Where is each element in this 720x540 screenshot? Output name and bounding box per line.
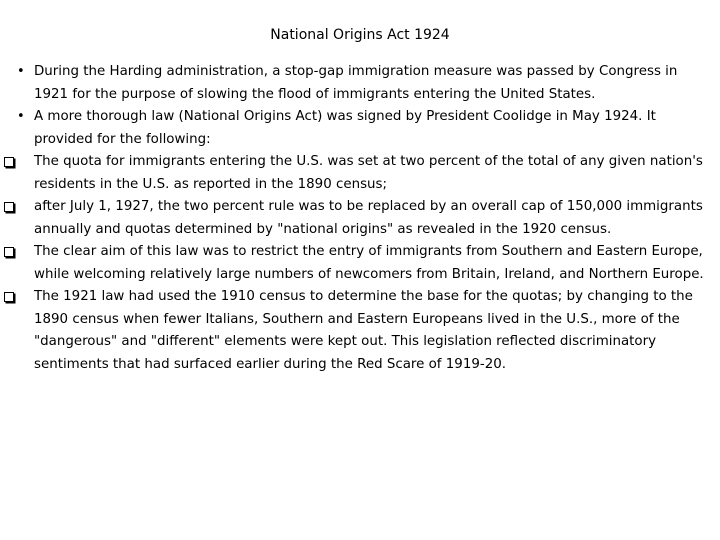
- list-item: [0, 61, 720, 106]
- bullet-list: [0, 61, 720, 376]
- list-item-text: The 1921 law had used the 1910 census to determine the base for the quotas; by changing to the 1890 census when fewer Italians, Southern and Eastern Europeans lived in the U.S., more of the "dangerous" and "different" elements were kept out. This legislation reflected discriminatory sentiments that had surfaced earlier during the Red Scare of 1919-20.: [34, 289, 693, 372]
- list-item-text: During the Harding administration, a stop-gap immigration measure was passed by Congress in 1921 for the purpose of slowing the flood of immigrants entering the United States.: [34, 64, 678, 102]
- list-item-text: after July 1, 1927, the two percent rule was to be replaced by an overall cap of 150,000 immigrants annually and quotas determined by "national origins" as revealed in the 1920 census.: [34, 199, 703, 237]
- checkbox-bullet-icon: [4, 157, 14, 167]
- list-item: [0, 151, 720, 196]
- list-item-text: A more thorough law (National Origins Act) was signed by President Coolidge in May 1924. It provided for the following:: [34, 109, 656, 147]
- list-item: [0, 106, 720, 151]
- checkbox-bullet-icon: [4, 247, 14, 257]
- list-item-text: The quota for immigrants entering the U.S. was set at two percent of the total of any given nation's residents in the U.S. as reported in the 1890 census;: [34, 154, 703, 192]
- list-item: [0, 196, 720, 241]
- list-item-text: The clear aim of this law was to restrict the entry of immigrants from Southern and Eastern Europe, while welcoming relatively large numbers of newcomers from Britain, Ireland, and Northern Europe.: [34, 244, 704, 282]
- bullet-dot-icon: •: [17, 109, 25, 124]
- checkbox-bullet-icon: [4, 292, 14, 302]
- list-item: [0, 241, 720, 286]
- checkbox-bullet-icon: [4, 202, 14, 212]
- bullet-dot-icon: •: [17, 64, 25, 79]
- list-item: [0, 286, 720, 376]
- slide-title: National Origins Act 1924: [270, 27, 450, 43]
